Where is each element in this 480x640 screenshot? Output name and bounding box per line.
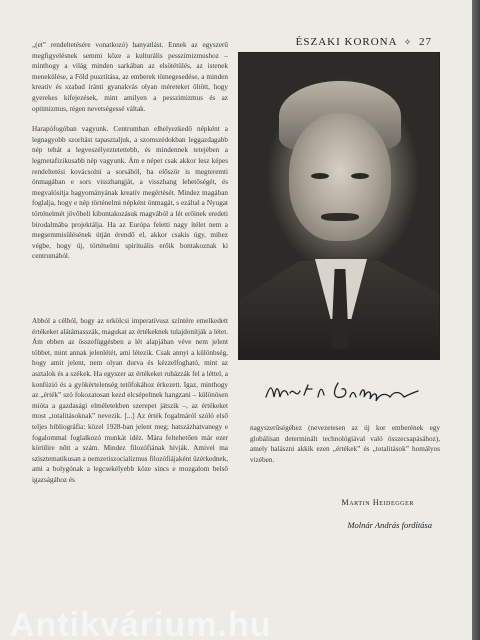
signature-icon xyxy=(262,375,422,407)
paragraph-2: Harapófogóban vagyunk. Centrumban elhelyezkedő népként a legnagyobb szorítást tapasztaljuk, a szomszédokban leggazdagabb nép tehát a legveszélyeztetettebb, és mindennek tetejében a legmetafizikusabb nép vagyunk. Ám e népet csak akkor lesz képes rendeltetési kovácsolni a sorsából, ha először is megteremti önmagában e sors visszhangját, a visszhang lehetőségét, és megvalósítja hagyományának kreatív megértését. Mindez magában foglalja, hogy e nép történelmi népként önmagát, s ezáltal a Nyugat történelmét jövőbeli kibontakozásuk magvából a lét erőinek eredeti birodalmába projektálja. Ha az Európa feletti nagy ítélet nem a megsemmisülésének útján érendő el, akkor csakis úgy, mihez végbe, hogy új, történelmi spirituális erőik bontakoznak ki centrumából. xyxy=(32,125,228,261)
page-edge xyxy=(472,0,480,640)
watermark: Antikvárium.hu xyxy=(10,606,272,640)
portrait-moustache xyxy=(321,213,359,221)
ornament-icon: ✧ xyxy=(403,37,413,47)
page-number: 27 xyxy=(419,36,432,48)
header-title: ÉSZAKI KORONA xyxy=(295,36,397,48)
portrait-face xyxy=(289,113,391,241)
translator-credit: Molnár András fordítása xyxy=(347,520,432,530)
running-header xyxy=(296,36,432,48)
author-name: Martin Heidegger xyxy=(341,498,414,507)
portrait-eye-right xyxy=(351,173,369,179)
portrait-eye-left xyxy=(311,173,329,179)
portrait-photo xyxy=(238,52,440,360)
paragraph-3: Abból a célból, hogy az erkölcsi imperatívusz színtére emelkedett értékeket alátámasszák, magukat az értékeknek tulajdonítják a létet. Ám ebben az összefüggésben a lét alapjában véve nem jelent többet, mint annak jelenlétét, ami létezik. Csak annyi a különbség, hogy amit jelent, nem olyan durva és kézzelfogható, mint az asztalok és a székek. Ha egyszer az értékeket ruházzák fel a léttel, a konfúzió és a gyökértelenség tetőfokához érkezett. Igaz, minthogy az „érték” szó fokozatosan kezd elcsépeltnek hangzani – különösen mióta a gazdasági elméletekben szerepet játszik –, az értékeket most „totalitásoknak” nevezik. [...] Az érték fogalmáról szóló első teljes bibliográfia: közel 1928-ban jelent meg; hatszázhatvanegy e fogalommal foglalkozó munkát idéz. Mára feltehetően már ezer körülire nőtt a szám. Mindez filozófiának hívják. Amivel ma szisztematikusan a nemzetiszocializmus filozófiájaként üzérkednek, ami a bolygónak a legcsekélyebb köze sincs e mozgalom belső igazságához és xyxy=(32,317,228,484)
paragraph-1: „(et” rendeltetésére vonatkozó) hanyatlást. Ennek az egyszerű megfigyelésnek semmi köze a kulturális pesszimizmushoz – minthogy a világ minden sarkában az elsötétülés, az istenek menekülése, a Föld pusztítása, az emberek tömegesedése, a minden kreatív és szabad iránti gyanakvás olyan méreteket öltött, hogy gyerekes kifejezések, mint amilyen a pesszimizmus és az optimizmus, régen nevetségessé váltak. xyxy=(32,41,228,113)
left-column xyxy=(32,40,228,270)
right-column-text: nagyszerűségéhez (nevezetesen az új kor emberének egy globálisan determinált technológiával való összecsapásához), amely halászni akkik ezen „értékek” és „totalitások” homályos vizében. xyxy=(250,424,440,464)
